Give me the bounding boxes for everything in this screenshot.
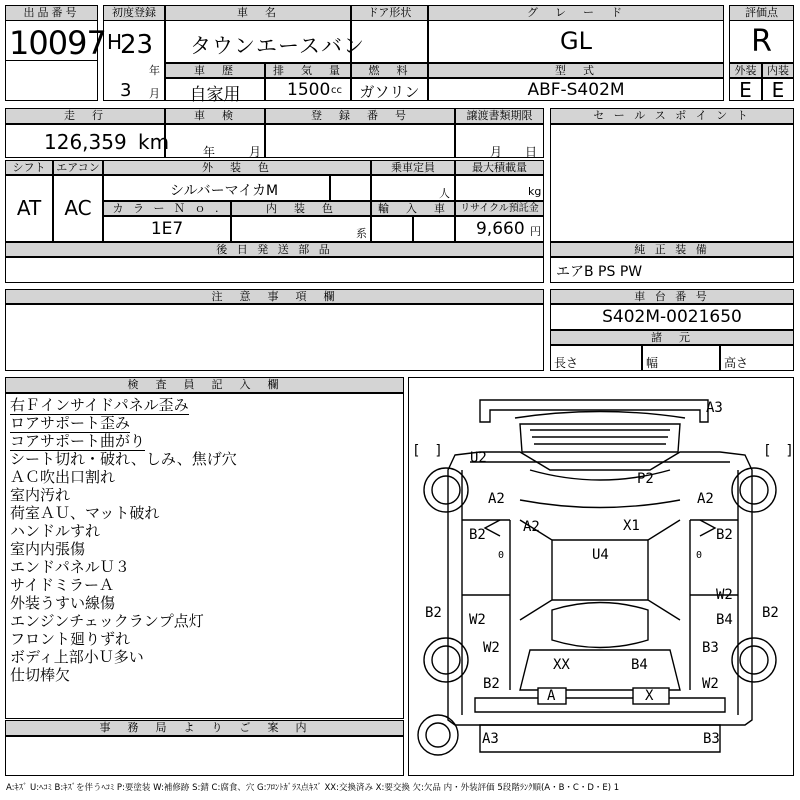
transfer-day-unit: 日 xyxy=(525,145,538,159)
inspector-note: シート切れ・破れ、しみ、焦げ穴 xyxy=(10,450,237,468)
first-reg-year: 23 xyxy=(120,30,154,60)
transfer-header: 譲渡書類期限 xyxy=(455,108,544,124)
inspector-note: 室内汚れ xyxy=(10,486,71,504)
specs-header: 諸 元 xyxy=(550,330,794,345)
damage-mark: B3 xyxy=(702,640,719,656)
int-color-unit: 系 xyxy=(356,227,367,240)
sales-points-box xyxy=(550,124,794,242)
int-color-header: 内 装 色 xyxy=(231,201,371,216)
capacity-header: 乗車定員 xyxy=(371,160,455,175)
first-reg-month-unit: 月 xyxy=(149,87,160,100)
inspector-note: ハンドルすれ xyxy=(10,522,101,540)
damage-mark: X xyxy=(645,688,654,704)
color-no-header: カ ラ ー Ｎ ｏ . xyxy=(103,201,231,216)
chassis-no-value: S402M-0021650 xyxy=(602,307,742,327)
inspection-year-unit: 年 xyxy=(203,145,216,159)
inspector-note: 荷室ＡＵ、マット破れ xyxy=(10,504,160,522)
spec-length-label: 長さ xyxy=(554,356,579,370)
damage-mark: [ ] xyxy=(412,443,443,459)
damage-mark: W2 xyxy=(716,587,733,603)
spec-height-label: 高さ xyxy=(724,356,749,370)
interior-score-value: E xyxy=(771,78,785,102)
damage-mark: B2 xyxy=(483,676,500,692)
inspector-note: サイドミラーＡ xyxy=(10,576,114,594)
ext-color-header: 外 装 色 xyxy=(103,160,371,175)
car-name-header: 車 名 xyxy=(165,5,351,21)
damage-mark: P2 xyxy=(637,471,654,487)
damage-mark: A xyxy=(547,688,556,704)
damage-mark: XX xyxy=(553,657,570,673)
inspector-note: 右Ｆインサイドパネル歪み xyxy=(10,396,189,414)
score-value: R xyxy=(751,24,772,59)
lot-no-divider xyxy=(5,60,98,61)
notes-header: 注 意 事 項 欄 xyxy=(5,289,544,304)
inspection-month-unit: 月 xyxy=(249,145,262,159)
grade-value: GL xyxy=(560,27,592,55)
office-header: 事 務 局 よ り ご 案 内 xyxy=(5,720,404,736)
first-reg-era: H xyxy=(107,30,123,54)
sales-points-header: セ ー ル ス ポ イ ン ト xyxy=(550,108,794,124)
model-code-value: ABF-S402M xyxy=(527,80,625,100)
inspector-note: ボディ上部小Ｕ多い xyxy=(10,648,144,666)
model-code-header: 型 式 xyxy=(428,63,724,78)
genuine-equipment-value: エアB PS PW xyxy=(556,264,643,280)
transfer-month-unit: 月 xyxy=(490,145,503,159)
damage-mark: 0 xyxy=(696,550,703,561)
history-header: 車 歴 xyxy=(165,63,265,78)
lot-no-header: 出品番号 xyxy=(5,5,98,21)
first-reg-year-unit: 年 xyxy=(149,64,160,77)
inspection-header: 車 検 xyxy=(165,108,265,124)
damage-mark: 0 xyxy=(498,550,505,561)
first-reg-header: 初度登録 xyxy=(103,5,165,21)
damage-mark: B4 xyxy=(716,612,733,628)
spec-width-label: 幅 xyxy=(646,356,659,370)
damage-mark: W2 xyxy=(483,640,500,656)
damage-mark: A2 xyxy=(697,491,714,507)
aircon-header: エアコン xyxy=(53,160,103,175)
max-load-unit: kg xyxy=(528,185,542,198)
exterior-score-header: 外装 xyxy=(729,63,762,78)
damage-mark: W2 xyxy=(469,612,486,628)
damage-mark: B2 xyxy=(469,527,486,543)
import-header: 輸 入 車 xyxy=(371,201,455,216)
damage-mark: A2 xyxy=(488,491,505,507)
legend-text: A:ｷｽﾞ U:ﾍｺﾐ B:ｷｽﾞを伴うﾍｺﾐ P:要塗装 W:補修跡 S:錆 C:腐食、穴 G:ﾌﾛﾝﾄｶﾞﾗｽ点ｷｽﾞ XX:交換済み X:要交換 欠:欠品 内・外装評価 5段階ﾗﾝｸ順(A・B・C・D・E) 1 xyxy=(6,783,620,793)
damage-mark: B2 xyxy=(716,527,733,543)
damage-mark: B4 xyxy=(631,657,648,673)
damage-mark: A3 xyxy=(706,400,723,416)
mileage-unit: km xyxy=(138,130,170,154)
displacement-value: 1500 xyxy=(287,80,331,100)
mileage-header: 走 行 xyxy=(5,108,165,124)
shift-value: AT xyxy=(16,196,42,220)
capacity-unit: 人 xyxy=(439,187,450,200)
later-parts-header: 後 日 発 送 部 品 xyxy=(5,242,544,257)
plate-no-box xyxy=(265,124,455,158)
color-no-value: 1E7 xyxy=(150,219,184,239)
lot-no-value: 10097 xyxy=(9,24,106,62)
shift-header: シフト xyxy=(5,160,53,175)
inspector-note: 仕切棒欠 xyxy=(10,666,71,684)
door-header: ドア形状 xyxy=(351,5,428,21)
recycle-header: リサイクル預託金 xyxy=(455,201,544,216)
import-box-left xyxy=(371,216,413,242)
mileage-value: 126,359 xyxy=(44,130,127,154)
plate-no-header: 登 録 番 号 xyxy=(265,108,455,124)
recycle-unit: 円 xyxy=(530,225,541,238)
inspector-note: ＡＣ吹出口割れ xyxy=(10,468,116,486)
first-reg-month: 3 xyxy=(120,80,132,101)
notes-box xyxy=(5,304,544,371)
inspector-note: ロアサポート歪み xyxy=(10,414,131,432)
aircon-value: AC xyxy=(64,196,92,220)
recycle-value: 9,660 xyxy=(476,219,525,239)
damage-mark: B2 xyxy=(762,605,779,621)
grade-header: グ レ ー ド xyxy=(428,5,724,21)
inspector-note: エンドパネルＵ３ xyxy=(10,558,130,576)
genuine-equipment-header: 純 正 装 備 xyxy=(550,242,794,257)
damage-mark: U2 xyxy=(470,450,487,466)
inspector-note: 室内内張傷 xyxy=(10,540,86,558)
ext-color-value: シルバーマイカM xyxy=(170,183,279,199)
fuel-header: 燃 料 xyxy=(351,63,428,78)
interior-score-header: 内装 xyxy=(762,63,794,78)
damage-mark: W2 xyxy=(702,676,719,692)
inspector-note: 外装うすい線傷 xyxy=(10,594,116,612)
score-header: 評価点 xyxy=(729,5,794,21)
car-name-value: タウンエースバン xyxy=(190,34,365,58)
fuel-value: ガソリン xyxy=(359,83,420,101)
car-diagram xyxy=(408,377,794,776)
history-value: 自家用 xyxy=(189,85,241,105)
office-box xyxy=(5,736,404,776)
inspector-note: コアサポート曲がり xyxy=(10,432,146,450)
damage-mark: A2 xyxy=(523,519,540,535)
damage-mark: [ ] xyxy=(763,443,794,459)
displacement-unit: cc xyxy=(331,85,342,96)
inspector-header: 検 査 員 記 入 欄 xyxy=(5,377,404,393)
damage-mark: B2 xyxy=(425,605,442,621)
damage-mark: U4 xyxy=(592,547,609,563)
ext-color-extra-box xyxy=(330,175,371,201)
import-box-right xyxy=(413,216,455,242)
max-load-header: 最大積載量 xyxy=(455,160,544,175)
later-parts-box xyxy=(5,257,544,283)
damage-mark: A3 xyxy=(482,731,499,747)
damage-mark: B3 xyxy=(703,731,720,747)
displacement-header: 排 気 量 xyxy=(265,63,351,78)
exterior-score-value: E xyxy=(739,78,752,102)
int-color-box xyxy=(231,216,371,242)
inspector-note: エンジンチェックランプ点灯 xyxy=(10,612,204,630)
chassis-no-header: 車 台 番 号 xyxy=(550,289,794,304)
inspector-note: フロント廻りずれ xyxy=(10,630,131,648)
damage-mark: X1 xyxy=(623,518,640,534)
